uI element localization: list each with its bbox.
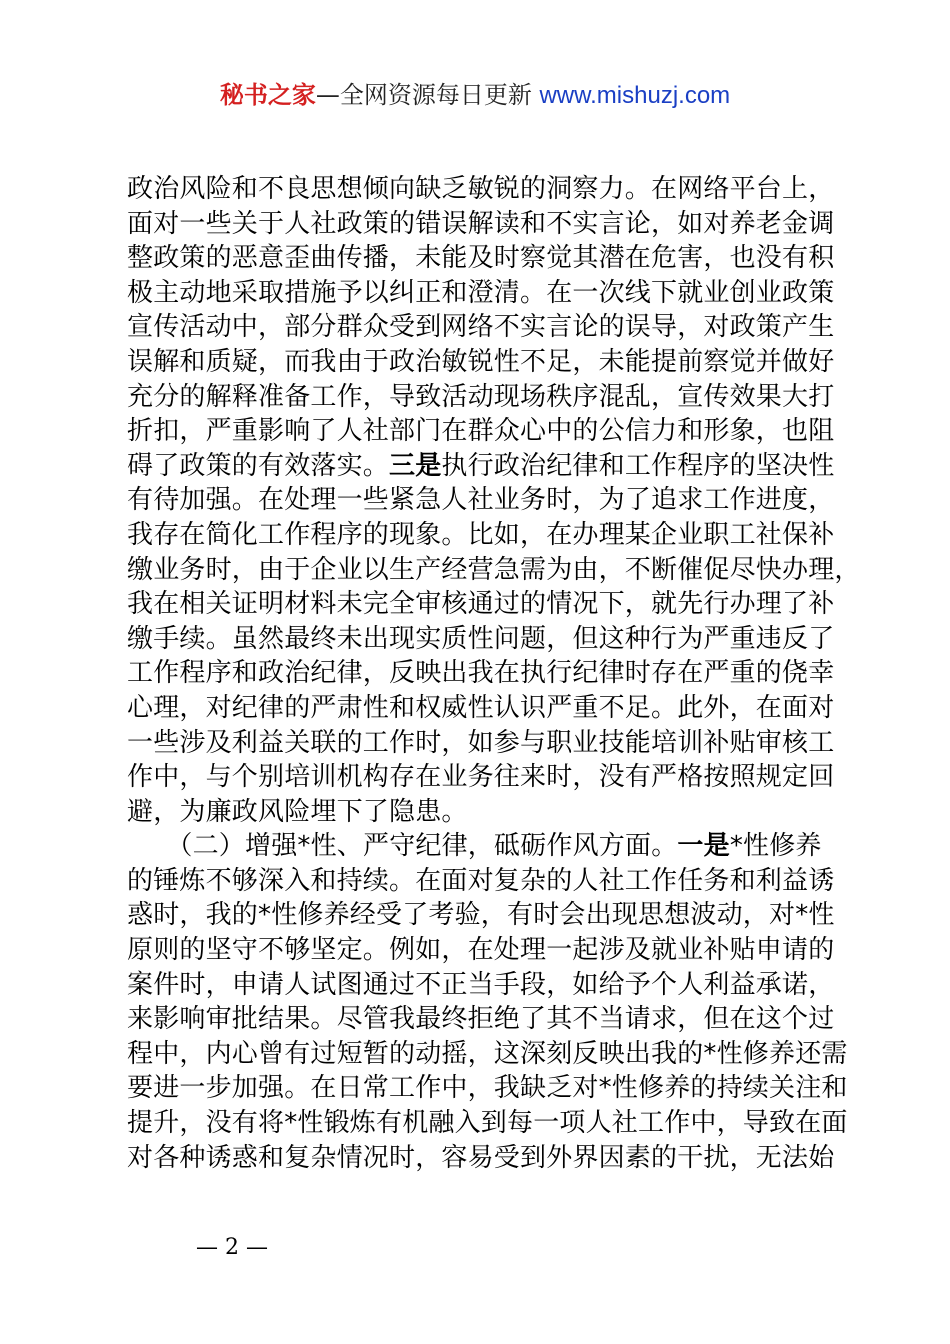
body-line: 的锤炼不够深入和持续。在面对复杂的人社工作任务和利益诱 [127, 865, 835, 896]
body-line: 我在相关证明材料未完全审核通过的情况下，就先行办理了补 [127, 589, 835, 620]
line-text: 执行政治纪律和工作程序的坚决性 [441, 450, 835, 481]
body-line: 提升，没有将*性锻炼有机融入到每一项人社工作中，导致在面 [127, 1108, 848, 1139]
body-line: 面对一些关于人社政策的错误解读和不实言论，如对养老金调 [127, 208, 835, 239]
body-line: 政治风险和不良思想倾向缺乏敏锐的洞察力。在网络平台上， [127, 174, 835, 204]
body-line: 整政策的恶意歪曲传播，未能及时察觉其潜在危害，也没有积 [127, 243, 835, 274]
bold-marker: 一是 [677, 831, 730, 862]
body-line: 一些涉及利益关联的工作时，如参与职业技能培训补贴审核工 [127, 727, 835, 758]
bold-marker: 三是 [389, 450, 442, 481]
body-line: 作中，与个别培训机构存在业务往来时，没有严格按照规定回 [127, 762, 835, 793]
body-line: 误解和质疑，而我由于政治敏锐性不足，未能提前察觉并做好 [127, 346, 835, 377]
body-line-mixed [127, 449, 835, 484]
header-url[interactable]: www.mishuzj.com [539, 82, 731, 109]
body-line: 原则的坚守不够坚定。例如，在处理一起涉及就业补贴申请的 [127, 935, 835, 966]
body-line-mixed [127, 829, 831, 864]
page-number: — 2 — [196, 1235, 268, 1260]
body-line: 缴业务时，由于企业以生产经营急需为由，不断催促尽快办理， [127, 554, 861, 585]
body-line: 程中，内心曾有过短暂的动摇，这深刻反映出我的*性修养还需 [127, 1038, 848, 1069]
body-line: 惑时，我的*性修养经受了考验，有时会出现思想波动，对*性 [127, 900, 835, 931]
body-line: 缴手续。虽然最终未出现实质性问题，但这种行为严重违反了 [127, 623, 835, 654]
line-text: （二）增强*性、严守纪律，砥砺作风方面。 [127, 831, 678, 862]
body-line: 折扣，严重影响了人社部门在群众心中的公信力和形象，也阻 [127, 416, 835, 447]
body-line: 要进一步加强。在日常工作中，我缺乏对*性修养的持续关注和 [127, 1073, 848, 1104]
body-line: 对各种诱惑和复杂情况时，容易受到外界因素的干扰，无法始 [127, 1142, 835, 1173]
body-line: 心理，对纪律的严肃性和权威性认识严重不足。此外，在面对 [127, 692, 835, 723]
brand-name: 秘书之家 [219, 81, 316, 109]
body-line: 充分的解释准备工作，导致活动现场秩序混乱，宣传效果大打 [127, 381, 835, 412]
line-text: *性修养 [729, 831, 822, 862]
line-text: 碍了政策的有效落实。 [127, 450, 390, 481]
page-header [0, 78, 950, 113]
body-line: 工作程序和政治纪律，反映出我在执行纪律时存在严重的侥幸 [127, 658, 835, 689]
header-tagline: —全网资源每日更新 [315, 81, 540, 109]
body-line: 极主动地采取措施予以纠正和澄清。在一次线下就业创业政策 [127, 277, 835, 308]
body-line: 宣传活动中，部分群众受到网络不实言论的误导，对政策产生 [127, 312, 835, 343]
body-line: 我存在简化工作程序的现象。比如，在办理某企业职工社保补 [127, 519, 835, 550]
body-line: 来影响审批结果。尽管我最终拒绝了其不当请求，但在这个过 [127, 1004, 835, 1035]
body-line: 有待加强。在处理一些紧急人社业务时，为了追求工作进度， [127, 485, 835, 516]
body-line: 避，为廉政风险埋下了隐患。 [127, 796, 468, 827]
document-body [127, 172, 861, 1175]
body-line: 案件时，申请人试图通过不正当手段，如给予个人利益承诺， [127, 969, 835, 1000]
